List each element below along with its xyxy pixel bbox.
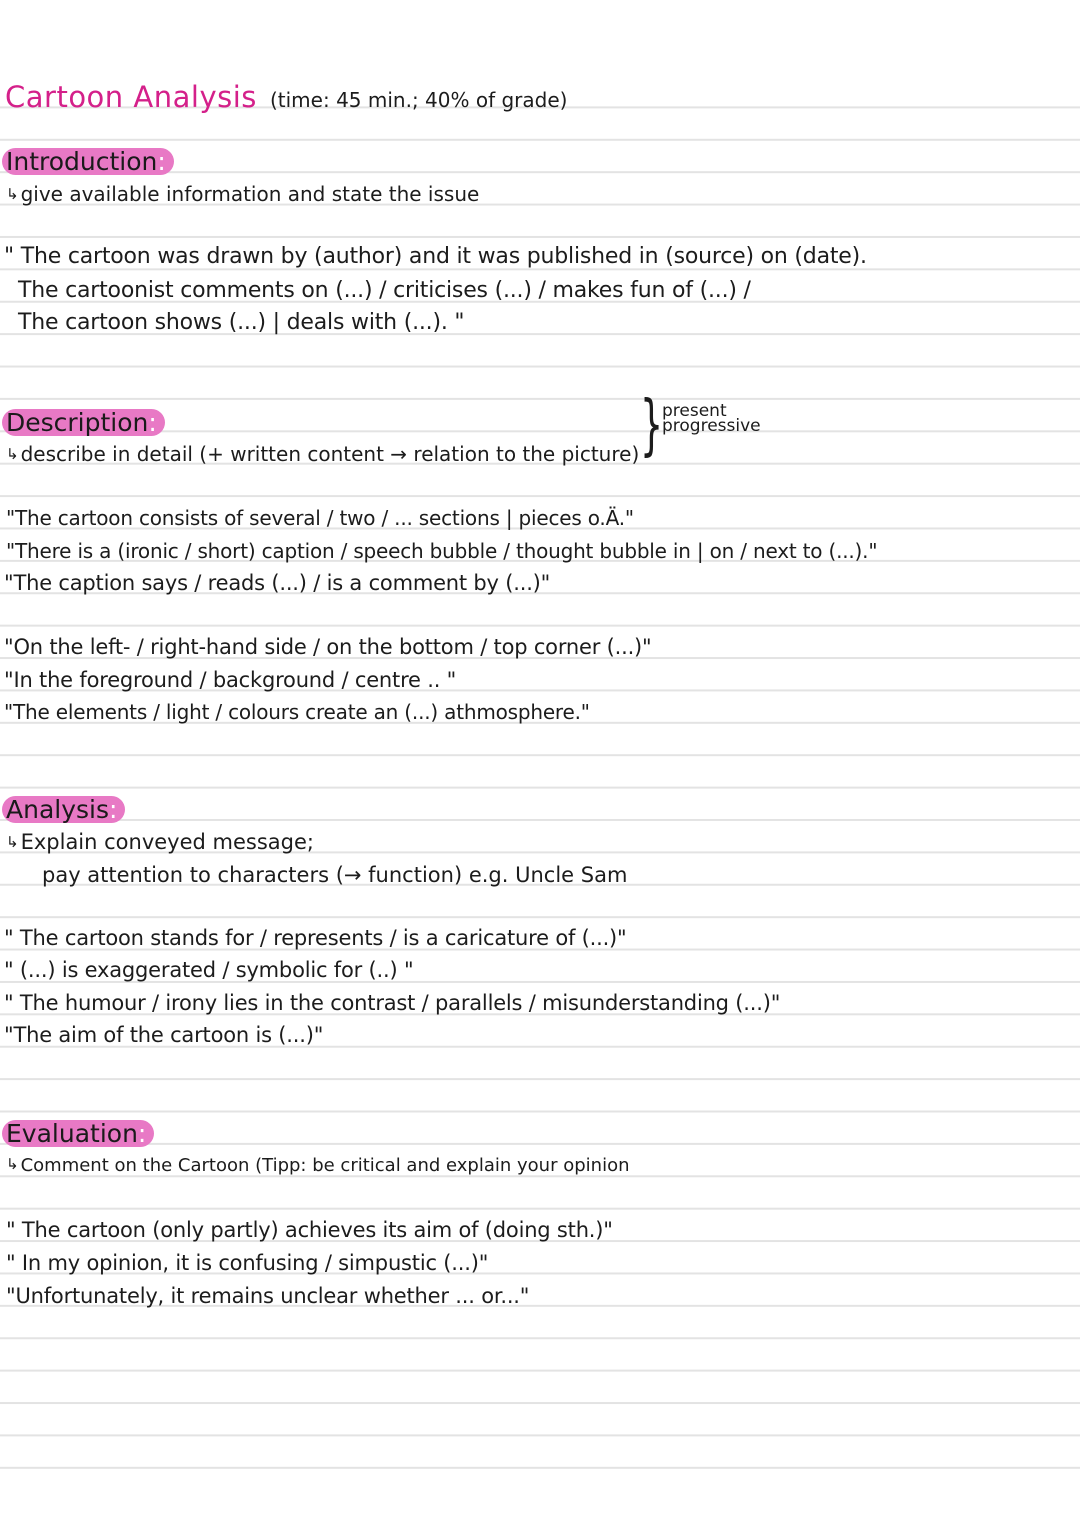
introduction-instruction bbox=[6, 182, 479, 206]
sub-arrow-icon: ↳ bbox=[6, 1155, 19, 1173]
page-title bbox=[5, 80, 567, 114]
brace-icon: } bbox=[640, 386, 664, 463]
page-bottom-margin bbox=[0, 1470, 1080, 1527]
sub-arrow-icon: ↳ bbox=[6, 185, 19, 203]
instruction-text: Comment on the Cartoon (Tipp: be critical and explain your opinion bbox=[20, 1155, 630, 1176]
analysis-instruction-2: pay attention to characters (→ function) e.g. Uncle Sam bbox=[42, 863, 628, 887]
analysis-instruction-1 bbox=[6, 830, 314, 854]
evaluation-phrase-3: "Unfortunately, it remains unclear whether ... or..." bbox=[6, 1284, 530, 1308]
intro-phrase-1: " The cartoon was drawn by (author) and it was published in (source) on (date). bbox=[4, 244, 867, 269]
evaluation-phrase-2: " In my opinion, it is confusing / simpustic (...)" bbox=[6, 1251, 489, 1275]
intro-phrase-2: The cartoonist comments on (...) / criticises (...) / makes fun of (...) / bbox=[18, 278, 751, 303]
analysis-phrase-4: "The aim of the cartoon is (...)" bbox=[4, 1023, 324, 1047]
side-note-line-1: present bbox=[662, 401, 727, 421]
instruction-text: give available information and state the issue bbox=[20, 182, 480, 206]
instruction-text: Explain conveyed message; bbox=[20, 830, 314, 854]
description-phrase-1: "The cartoon consists of several / two / ... sections | pieces o.Ä." bbox=[6, 506, 634, 530]
intro-phrase-3: The cartoon shows (...) | deals with (...). " bbox=[18, 310, 465, 335]
side-note-tense bbox=[662, 401, 761, 436]
heading-label: Analysis bbox=[6, 795, 110, 824]
analysis-phrase-2: " (...) is exaggerated / symbolic for (..) " bbox=[4, 958, 414, 982]
description-phrase-6: "The elements / light / colours create an (...) athmosphere." bbox=[4, 700, 590, 724]
title-text: Cartoon Analysis bbox=[5, 80, 257, 114]
heading-colon: : bbox=[157, 147, 166, 176]
title-meta: (time: 45 min.; 40% of grade) bbox=[269, 88, 568, 112]
heading-label: Introduction bbox=[6, 147, 158, 176]
heading-label: Description bbox=[6, 408, 149, 437]
description-phrase-4: "On the left- / right-hand side / on the bottom / top corner (...)" bbox=[4, 635, 652, 659]
analysis-phrase-3: " The humour / irony lies in the contrast / parallels / misunderstanding (...)" bbox=[4, 991, 781, 1015]
description-phrase-2: "There is a (ironic / short) caption / speech bubble / thought bubble in | on / next to (...)." bbox=[6, 539, 878, 563]
heading-introduction bbox=[2, 148, 174, 175]
heading-evaluation bbox=[2, 1120, 154, 1147]
heading-description bbox=[2, 409, 165, 436]
heading-label: Evaluation bbox=[6, 1119, 138, 1148]
instruction-text: describe in detail (+ written content → relation to the picture) bbox=[20, 442, 640, 466]
evaluation-instruction bbox=[6, 1155, 629, 1176]
evaluation-phrase-1: " The cartoon (only partly) achieves its aim of (doing sth.)" bbox=[6, 1218, 613, 1242]
heading-analysis bbox=[2, 796, 125, 823]
sub-arrow-icon: ↳ bbox=[6, 833, 19, 851]
heading-colon: : bbox=[148, 408, 157, 437]
description-phrase-5: "In the foreground / background / centre .. " bbox=[4, 668, 457, 692]
sub-arrow-icon: ↳ bbox=[6, 445, 19, 463]
description-phrase-3: "The caption says / reads (...) / is a comment by (...)" bbox=[4, 571, 551, 595]
heading-colon: : bbox=[137, 1119, 147, 1148]
description-instruction bbox=[6, 442, 639, 466]
side-note-line-2: progressive bbox=[662, 416, 761, 436]
heading-colon: : bbox=[109, 795, 118, 824]
analysis-phrase-1: " The cartoon stands for / represents / is a caricature of (...)" bbox=[4, 926, 627, 950]
